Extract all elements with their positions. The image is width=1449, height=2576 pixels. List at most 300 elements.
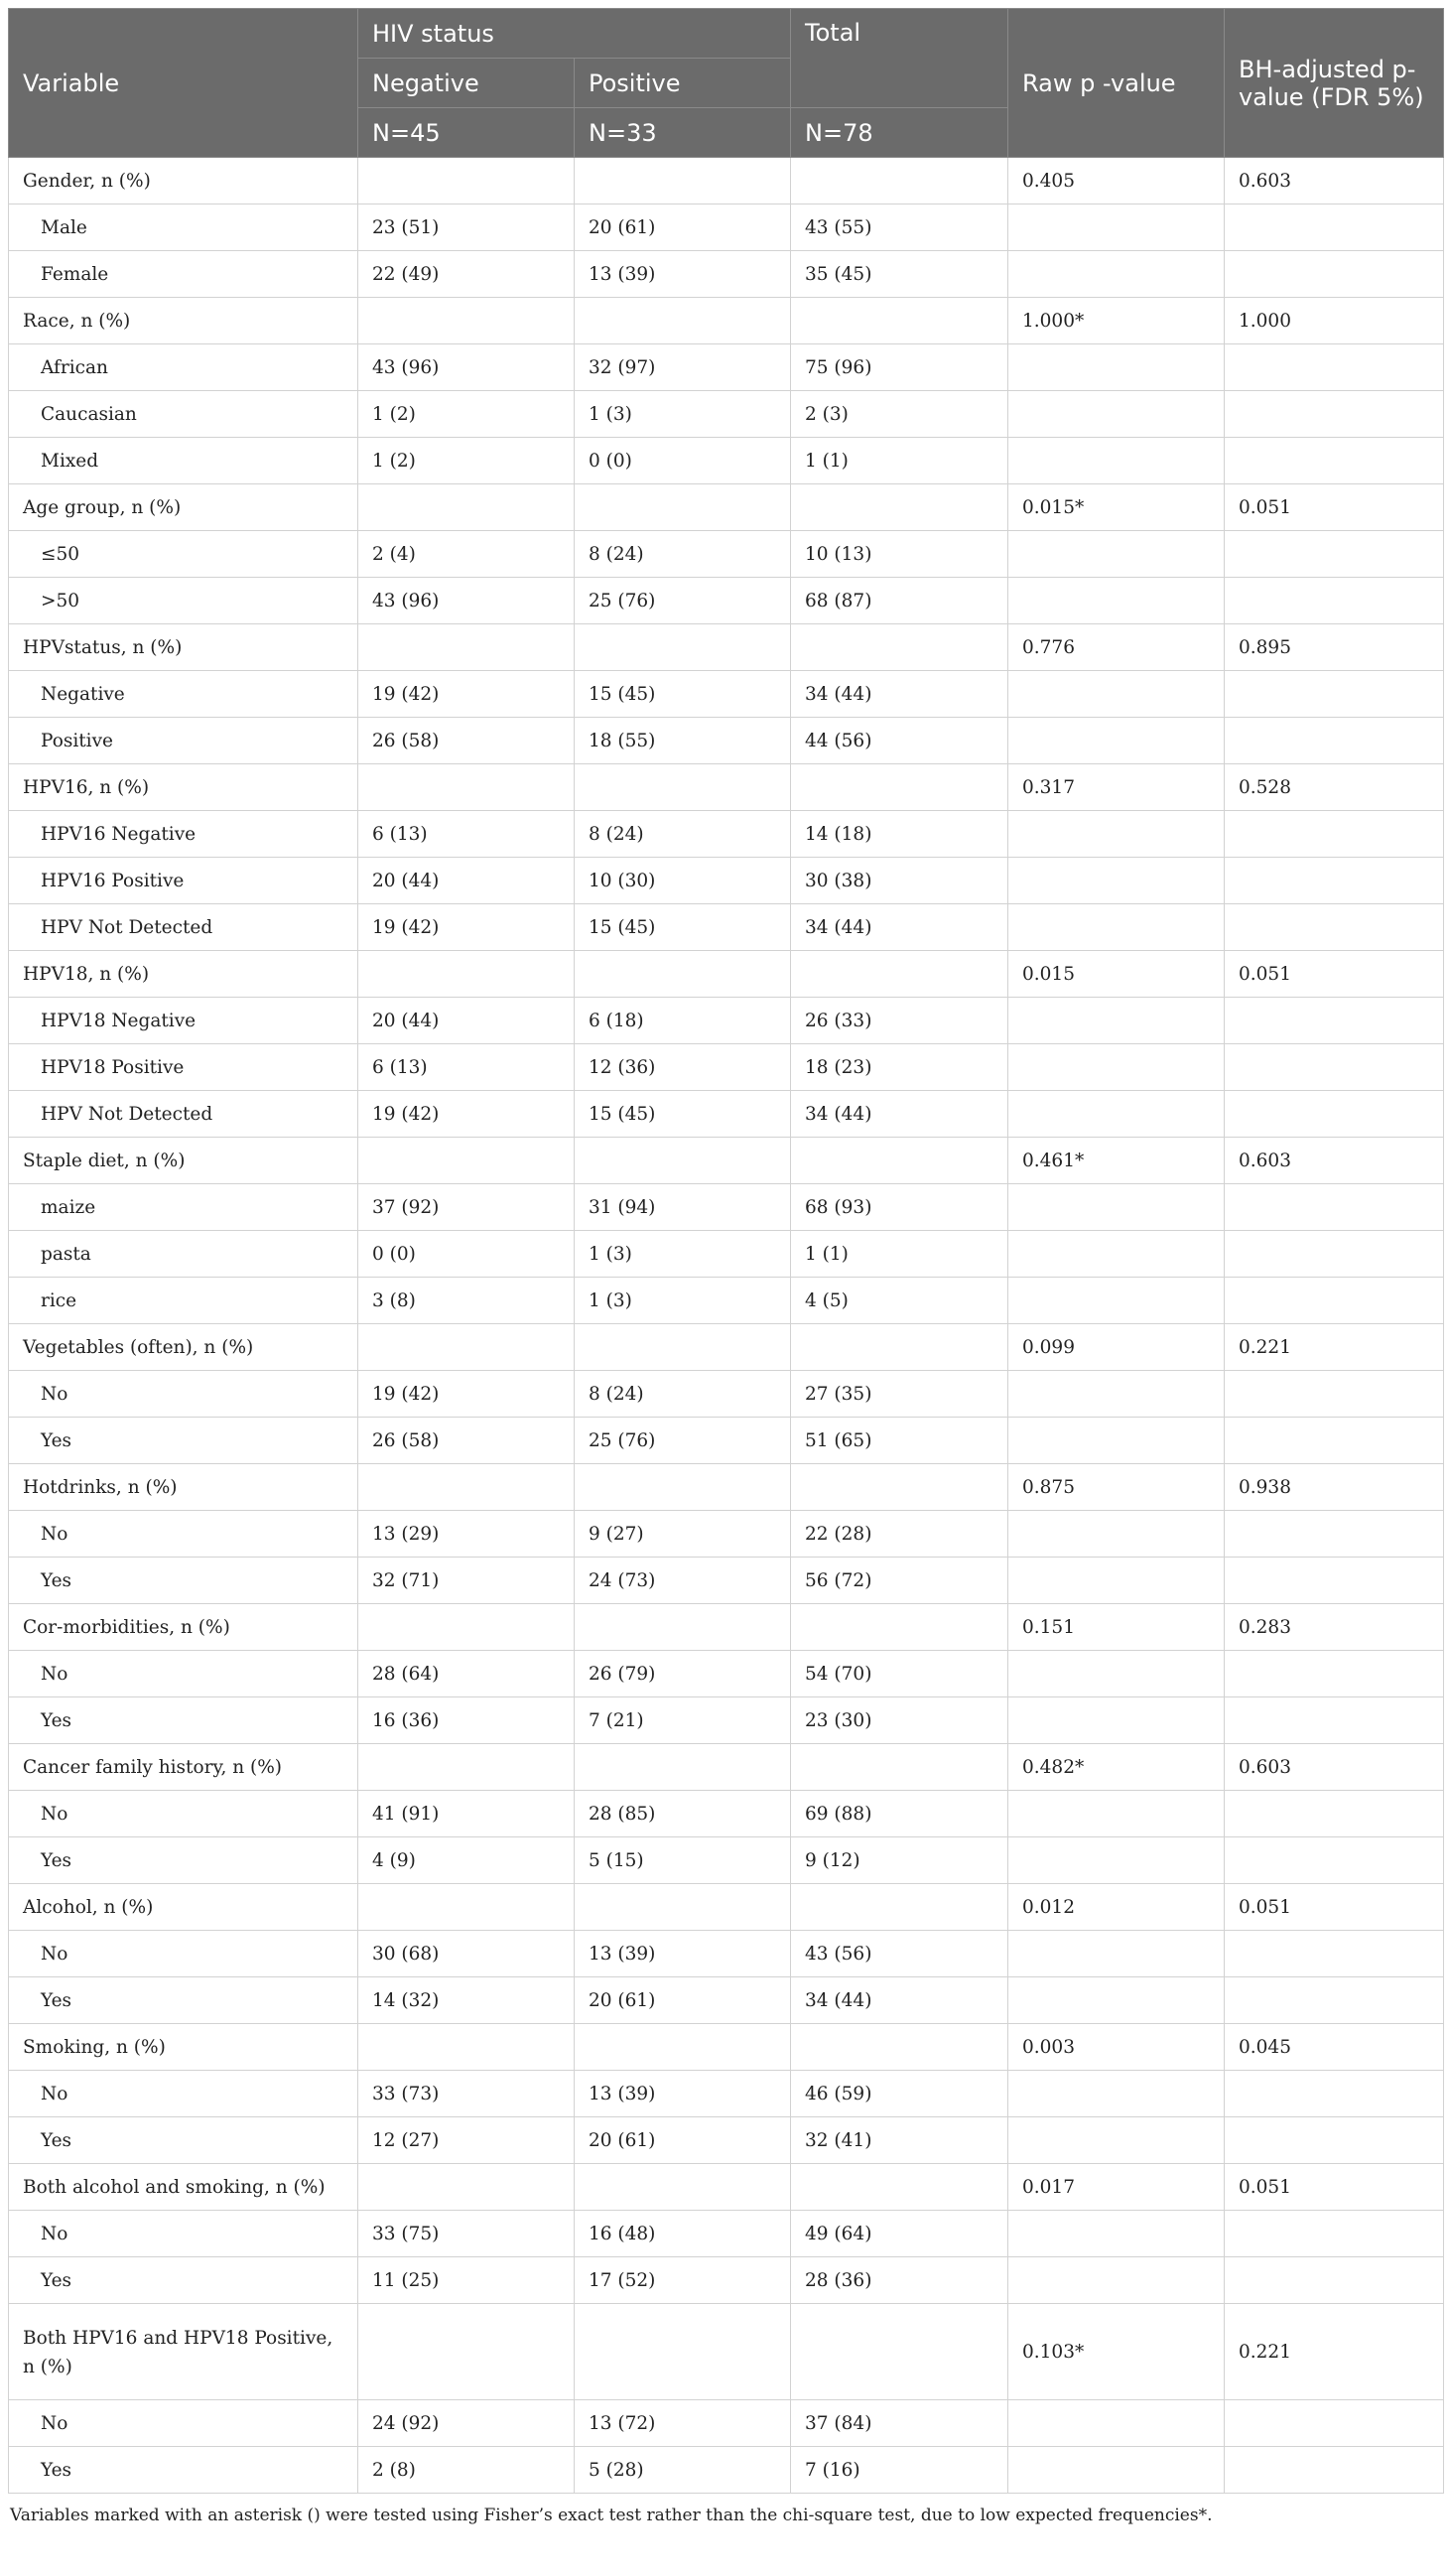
cell-bh-p	[1225, 1931, 1444, 1977]
cell-hiv-positive: 15 (45)	[575, 1091, 791, 1138]
cell-total	[791, 2024, 1008, 2071]
table-row	[9, 531, 1444, 578]
cell-raw-p: 0.017	[1008, 2164, 1225, 2211]
cell-variable: Alcohol, n (%)	[9, 1884, 358, 1931]
table-row	[9, 1651, 1444, 1697]
cell-raw-p	[1008, 2257, 1225, 2304]
cell-hiv-positive	[575, 951, 791, 998]
cell-hiv-negative	[358, 624, 575, 671]
cell-variable: Yes	[9, 2257, 358, 2304]
cell-hiv-negative: 3 (8)	[358, 1278, 575, 1324]
cell-bh-p	[1225, 2400, 1444, 2447]
table-row	[9, 1184, 1444, 1231]
cell-total	[791, 951, 1008, 998]
cell-hiv-negative: 26 (58)	[358, 1418, 575, 1464]
cell-raw-p	[1008, 998, 1225, 1044]
cell-bh-p: 0.051	[1225, 1884, 1444, 1931]
cell-bh-p	[1225, 1231, 1444, 1278]
table-row	[9, 2117, 1444, 2164]
cell-variable: >50	[9, 578, 358, 624]
cell-hiv-negative	[358, 1138, 575, 1184]
table-row	[9, 904, 1444, 951]
cell-variable: Caucasian	[9, 391, 358, 438]
cell-bh-p: 0.051	[1225, 484, 1444, 531]
cell-hiv-positive	[575, 2024, 791, 2071]
table-row	[9, 2071, 1444, 2117]
cell-total: 68 (93)	[791, 1184, 1008, 1231]
cell-hiv-positive: 5 (28)	[575, 2447, 791, 2494]
header-hiv-status: HIV status	[358, 9, 791, 59]
cell-hiv-positive: 28 (85)	[575, 1791, 791, 1837]
cell-variable: HPV18 Positive	[9, 1044, 358, 1091]
cell-raw-p	[1008, 2211, 1225, 2257]
table-row	[9, 1791, 1444, 1837]
cell-hiv-positive: 10 (30)	[575, 858, 791, 904]
cell-variable: Male	[9, 204, 358, 251]
table-row	[9, 1371, 1444, 1418]
cell-variable: Smoking, n (%)	[9, 2024, 358, 2071]
cell-variable: Yes	[9, 1977, 358, 2024]
cell-raw-p	[1008, 1651, 1225, 1697]
cell-total	[791, 484, 1008, 531]
cell-raw-p: 0.099	[1008, 1324, 1225, 1371]
header-positive: Positive	[575, 59, 791, 108]
table-row	[9, 251, 1444, 298]
cell-hiv-negative	[358, 1884, 575, 1931]
table-row-group	[9, 1464, 1444, 1511]
cell-bh-p: 0.221	[1225, 2304, 1444, 2400]
cell-variable: maize	[9, 1184, 358, 1231]
cell-total: 4 (5)	[791, 1278, 1008, 1324]
cell-variable: Yes	[9, 2117, 358, 2164]
cell-hiv-positive: 13 (72)	[575, 2400, 791, 2447]
cell-hiv-positive	[575, 764, 791, 811]
cell-hiv-positive	[575, 624, 791, 671]
cell-hiv-negative: 2 (4)	[358, 531, 575, 578]
cell-raw-p	[1008, 858, 1225, 904]
cell-hiv-positive: 9 (27)	[575, 1511, 791, 1558]
cell-hiv-negative	[358, 298, 575, 344]
cell-hiv-positive: 20 (61)	[575, 2117, 791, 2164]
cell-hiv-negative	[358, 1604, 575, 1651]
table-row	[9, 391, 1444, 438]
cell-total	[791, 1604, 1008, 1651]
cell-hiv-positive: 13 (39)	[575, 251, 791, 298]
cell-bh-p	[1225, 1651, 1444, 1697]
cell-total: 43 (56)	[791, 1931, 1008, 1977]
cell-hiv-positive	[575, 1324, 791, 1371]
cell-bh-p	[1225, 578, 1444, 624]
cell-raw-p	[1008, 1091, 1225, 1138]
cell-raw-p	[1008, 1278, 1225, 1324]
cell-hiv-negative: 19 (42)	[358, 671, 575, 718]
cell-total: 34 (44)	[791, 904, 1008, 951]
cell-variable: Yes	[9, 2447, 358, 2494]
cell-hiv-negative: 32 (71)	[358, 1558, 575, 1604]
table-row-group	[9, 951, 1444, 998]
cell-raw-p: 1.000*	[1008, 298, 1225, 344]
cell-hiv-negative: 28 (64)	[358, 1651, 575, 1697]
cell-total	[791, 2304, 1008, 2400]
cell-variable: Both alcohol and smoking, n (%)	[9, 2164, 358, 2211]
cell-variable: No	[9, 1931, 358, 1977]
cell-hiv-negative	[358, 1744, 575, 1791]
cell-raw-p	[1008, 904, 1225, 951]
cell-hiv-positive: 7 (21)	[575, 1697, 791, 1744]
table-row	[9, 998, 1444, 1044]
cell-variable: Race, n (%)	[9, 298, 358, 344]
cell-hiv-positive	[575, 1138, 791, 1184]
header-variable: Variable	[9, 9, 358, 158]
cell-total: 10 (13)	[791, 531, 1008, 578]
cell-bh-p: 0.895	[1225, 624, 1444, 671]
cell-variable: HPV16, n (%)	[9, 764, 358, 811]
cell-raw-p: 0.015	[1008, 951, 1225, 998]
table-row	[9, 811, 1444, 858]
table-row-group	[9, 1884, 1444, 1931]
cell-bh-p	[1225, 1791, 1444, 1837]
cell-variable: Yes	[9, 1558, 358, 1604]
cell-hiv-positive: 15 (45)	[575, 671, 791, 718]
cell-hiv-positive	[575, 2304, 791, 2400]
cell-raw-p: 0.482*	[1008, 1744, 1225, 1791]
cell-total: 26 (33)	[791, 998, 1008, 1044]
cell-total: 69 (88)	[791, 1791, 1008, 1837]
cell-hiv-negative	[358, 764, 575, 811]
cell-hiv-negative: 41 (91)	[358, 1791, 575, 1837]
cell-raw-p	[1008, 1977, 1225, 2024]
cell-hiv-negative: 14 (32)	[358, 1977, 575, 2024]
cell-raw-p	[1008, 391, 1225, 438]
table-row	[9, 1091, 1444, 1138]
table-row	[9, 2400, 1444, 2447]
table-row-group	[9, 1324, 1444, 1371]
table-row	[9, 1558, 1444, 1604]
cell-hiv-positive	[575, 298, 791, 344]
cell-raw-p	[1008, 671, 1225, 718]
cell-hiv-positive: 5 (15)	[575, 1837, 791, 1884]
header-bh-p: BH-adjusted p-value (FDR 5%)	[1225, 9, 1444, 158]
cell-variable: Gender, n (%)	[9, 158, 358, 204]
table-row	[9, 1697, 1444, 1744]
table-row	[9, 1511, 1444, 1558]
cell-bh-p	[1225, 1371, 1444, 1418]
cell-variable: Age group, n (%)	[9, 484, 358, 531]
cell-hiv-negative: 6 (13)	[358, 811, 575, 858]
cell-hiv-negative: 12 (27)	[358, 2117, 575, 2164]
cell-raw-p	[1008, 2400, 1225, 2447]
cell-raw-p	[1008, 204, 1225, 251]
table-footnote: Variables marked with an asterisk () were tested using Fisher’s exact test rather than the chi-square test, due to low expected frequencies*.	[10, 2506, 1213, 2525]
cell-bh-p: 0.603	[1225, 1744, 1444, 1791]
cell-bh-p	[1225, 204, 1444, 251]
cell-variable: No	[9, 2400, 358, 2447]
cell-total: 75 (96)	[791, 344, 1008, 391]
cell-hiv-negative: 11 (25)	[358, 2257, 575, 2304]
table-row-group	[9, 624, 1444, 671]
cell-total: 7 (16)	[791, 2447, 1008, 2494]
hiv-characteristics-table	[8, 8, 1444, 2494]
table-body	[9, 158, 1444, 2494]
cell-hiv-negative: 13 (29)	[358, 1511, 575, 1558]
table-row	[9, 1278, 1444, 1324]
cell-hiv-positive: 20 (61)	[575, 204, 791, 251]
cell-bh-p: 0.938	[1225, 1464, 1444, 1511]
cell-hiv-negative	[358, 1324, 575, 1371]
cell-hiv-positive: 1 (3)	[575, 391, 791, 438]
cell-raw-p	[1008, 1791, 1225, 1837]
cell-bh-p	[1225, 344, 1444, 391]
cell-hiv-negative: 0 (0)	[358, 1231, 575, 1278]
cell-raw-p: 0.317	[1008, 764, 1225, 811]
cell-raw-p: 0.776	[1008, 624, 1225, 671]
cell-hiv-positive: 13 (39)	[575, 1931, 791, 1977]
cell-hiv-positive: 25 (76)	[575, 578, 791, 624]
cell-variable: Negative	[9, 671, 358, 718]
cell-total: 9 (12)	[791, 1837, 1008, 1884]
table-header	[9, 9, 1444, 158]
table-row-group	[9, 2304, 1444, 2400]
cell-hiv-positive: 12 (36)	[575, 1044, 791, 1091]
cell-bh-p	[1225, 531, 1444, 578]
cell-raw-p	[1008, 1418, 1225, 1464]
cell-bh-p: 0.221	[1225, 1324, 1444, 1371]
cell-bh-p	[1225, 1091, 1444, 1138]
table-row	[9, 2447, 1444, 2494]
header-raw-p: Raw p -value	[1008, 9, 1225, 158]
table-row-group	[9, 2164, 1444, 2211]
cell-total: 1 (1)	[791, 1231, 1008, 1278]
cell-variable: African	[9, 344, 358, 391]
cell-hiv-negative: 6 (13)	[358, 1044, 575, 1091]
cell-hiv-negative: 33 (73)	[358, 2071, 575, 2117]
cell-total: 34 (44)	[791, 1977, 1008, 2024]
cell-variable: HPV16 Negative	[9, 811, 358, 858]
table-row-group	[9, 764, 1444, 811]
cell-bh-p: 0.283	[1225, 1604, 1444, 1651]
cell-bh-p	[1225, 2071, 1444, 2117]
cell-variable: rice	[9, 1278, 358, 1324]
cell-variable: HPV16 Positive	[9, 858, 358, 904]
cell-raw-p	[1008, 578, 1225, 624]
cell-raw-p	[1008, 1931, 1225, 1977]
cell-hiv-negative	[358, 1464, 575, 1511]
cell-hiv-negative: 2 (8)	[358, 2447, 575, 2494]
cell-hiv-negative	[358, 2164, 575, 2211]
table-row	[9, 1977, 1444, 2024]
cell-bh-p: 0.603	[1225, 1138, 1444, 1184]
cell-hiv-positive: 25 (76)	[575, 1418, 791, 1464]
cell-variable: Cor-morbidities, n (%)	[9, 1604, 358, 1651]
cell-total: 56 (72)	[791, 1558, 1008, 1604]
cell-total: 27 (35)	[791, 1371, 1008, 1418]
cell-variable: Hotdrinks, n (%)	[9, 1464, 358, 1511]
cell-hiv-negative: 22 (49)	[358, 251, 575, 298]
cell-total: 43 (55)	[791, 204, 1008, 251]
cell-bh-p	[1225, 998, 1444, 1044]
cell-hiv-positive	[575, 1604, 791, 1651]
cell-total	[791, 1324, 1008, 1371]
cell-hiv-positive: 1 (3)	[575, 1231, 791, 1278]
cell-variable: No	[9, 2211, 358, 2257]
cell-total: 35 (45)	[791, 251, 1008, 298]
cell-hiv-positive: 13 (39)	[575, 2071, 791, 2117]
cell-bh-p	[1225, 251, 1444, 298]
cell-bh-p	[1225, 671, 1444, 718]
table-row-group	[9, 1604, 1444, 1651]
cell-hiv-positive: 17 (52)	[575, 2257, 791, 2304]
cell-hiv-positive: 8 (24)	[575, 531, 791, 578]
cell-hiv-negative: 23 (51)	[358, 204, 575, 251]
cell-hiv-negative: 20 (44)	[358, 998, 575, 1044]
cell-hiv-positive: 16 (48)	[575, 2211, 791, 2257]
table-row-group	[9, 484, 1444, 531]
cell-raw-p	[1008, 1371, 1225, 1418]
cell-hiv-positive: 15 (45)	[575, 904, 791, 951]
cell-hiv-positive	[575, 484, 791, 531]
header-n-positive: N=33	[575, 108, 791, 158]
cell-bh-p	[1225, 904, 1444, 951]
cell-total	[791, 158, 1008, 204]
cell-total	[791, 1138, 1008, 1184]
cell-total	[791, 624, 1008, 671]
table-row-group	[9, 298, 1444, 344]
cell-hiv-negative: 37 (92)	[358, 1184, 575, 1231]
cell-raw-p	[1008, 344, 1225, 391]
cell-hiv-positive: 32 (97)	[575, 344, 791, 391]
cell-bh-p: 0.528	[1225, 764, 1444, 811]
cell-hiv-positive: 8 (24)	[575, 1371, 791, 1418]
table-container	[8, 8, 1443, 2525]
cell-raw-p	[1008, 1044, 1225, 1091]
cell-bh-p	[1225, 438, 1444, 484]
cell-raw-p	[1008, 1697, 1225, 1744]
cell-raw-p	[1008, 251, 1225, 298]
cell-bh-p	[1225, 1184, 1444, 1231]
cell-hiv-positive	[575, 2164, 791, 2211]
cell-raw-p	[1008, 1511, 1225, 1558]
cell-bh-p	[1225, 2447, 1444, 2494]
cell-raw-p	[1008, 1231, 1225, 1278]
cell-total	[791, 298, 1008, 344]
table-row	[9, 204, 1444, 251]
table-row	[9, 438, 1444, 484]
cell-raw-p	[1008, 2447, 1225, 2494]
cell-variable: Yes	[9, 1697, 358, 1744]
cell-bh-p	[1225, 2211, 1444, 2257]
cell-bh-p	[1225, 1697, 1444, 1744]
table-row	[9, 671, 1444, 718]
table-row	[9, 1044, 1444, 1091]
table-row	[9, 344, 1444, 391]
cell-bh-p	[1225, 2117, 1444, 2164]
cell-total: 23 (30)	[791, 1697, 1008, 1744]
cell-hiv-negative: 24 (92)	[358, 2400, 575, 2447]
cell-raw-p	[1008, 1837, 1225, 1884]
header-n-total: N=78	[791, 108, 1008, 158]
cell-variable: ≤50	[9, 531, 358, 578]
cell-variable: No	[9, 1791, 358, 1837]
cell-bh-p	[1225, 1837, 1444, 1884]
cell-total: 44 (56)	[791, 718, 1008, 764]
cell-total: 68 (87)	[791, 578, 1008, 624]
cell-total: 51 (65)	[791, 1418, 1008, 1464]
cell-total: 30 (38)	[791, 858, 1008, 904]
cell-raw-p	[1008, 438, 1225, 484]
cell-bh-p	[1225, 391, 1444, 438]
cell-bh-p	[1225, 718, 1444, 764]
cell-variable: Staple diet, n (%)	[9, 1138, 358, 1184]
cell-hiv-positive	[575, 158, 791, 204]
cell-variable: Positive	[9, 718, 358, 764]
cell-variable: HPV18 Negative	[9, 998, 358, 1044]
cell-total: 32 (41)	[791, 2117, 1008, 2164]
cell-variable: Female	[9, 251, 358, 298]
cell-hiv-negative: 16 (36)	[358, 1697, 575, 1744]
cell-hiv-negative	[358, 951, 575, 998]
cell-variable: No	[9, 1371, 358, 1418]
cell-variable: Yes	[9, 1837, 358, 1884]
table-row	[9, 1418, 1444, 1464]
cell-raw-p	[1008, 1184, 1225, 1231]
cell-hiv-negative: 43 (96)	[358, 578, 575, 624]
cell-variable: No	[9, 1511, 358, 1558]
cell-hiv-negative: 43 (96)	[358, 344, 575, 391]
cell-raw-p	[1008, 811, 1225, 858]
cell-variable: HPV18, n (%)	[9, 951, 358, 998]
cell-hiv-positive: 6 (18)	[575, 998, 791, 1044]
cell-hiv-positive: 26 (79)	[575, 1651, 791, 1697]
cell-hiv-negative: 4 (9)	[358, 1837, 575, 1884]
cell-variable: Vegetables (often), n (%)	[9, 1324, 358, 1371]
cell-hiv-negative	[358, 2304, 575, 2400]
table-row	[9, 1931, 1444, 1977]
cell-variable: pasta	[9, 1231, 358, 1278]
table-row	[9, 2211, 1444, 2257]
cell-raw-p: 0.151	[1008, 1604, 1225, 1651]
cell-hiv-negative: 19 (42)	[358, 904, 575, 951]
cell-variable: No	[9, 2071, 358, 2117]
cell-total: 49 (64)	[791, 2211, 1008, 2257]
cell-bh-p	[1225, 858, 1444, 904]
cell-total: 37 (84)	[791, 2400, 1008, 2447]
cell-bh-p: 0.045	[1225, 2024, 1444, 2071]
cell-bh-p: 0.051	[1225, 951, 1444, 998]
cell-bh-p	[1225, 1278, 1444, 1324]
cell-total: 1 (1)	[791, 438, 1008, 484]
table-row-group	[9, 1744, 1444, 1791]
cell-hiv-positive: 18 (55)	[575, 718, 791, 764]
cell-variable: HPV Not Detected	[9, 904, 358, 951]
cell-hiv-negative: 19 (42)	[358, 1091, 575, 1138]
cell-variable: Yes	[9, 1418, 358, 1464]
header-negative: Negative	[358, 59, 575, 108]
header-n-negative: N=45	[358, 108, 575, 158]
cell-raw-p: 0.461*	[1008, 1138, 1225, 1184]
cell-hiv-positive: 31 (94)	[575, 1184, 791, 1231]
cell-bh-p: 1.000	[1225, 298, 1444, 344]
cell-total	[791, 1884, 1008, 1931]
cell-total	[791, 764, 1008, 811]
cell-variable: Cancer family history, n (%)	[9, 1744, 358, 1791]
cell-total: 34 (44)	[791, 671, 1008, 718]
table-row	[9, 1837, 1444, 1884]
cell-hiv-positive	[575, 1464, 791, 1511]
cell-variable: HPV Not Detected	[9, 1091, 358, 1138]
cell-total: 14 (18)	[791, 811, 1008, 858]
cell-bh-p	[1225, 811, 1444, 858]
table-row-group	[9, 2024, 1444, 2071]
